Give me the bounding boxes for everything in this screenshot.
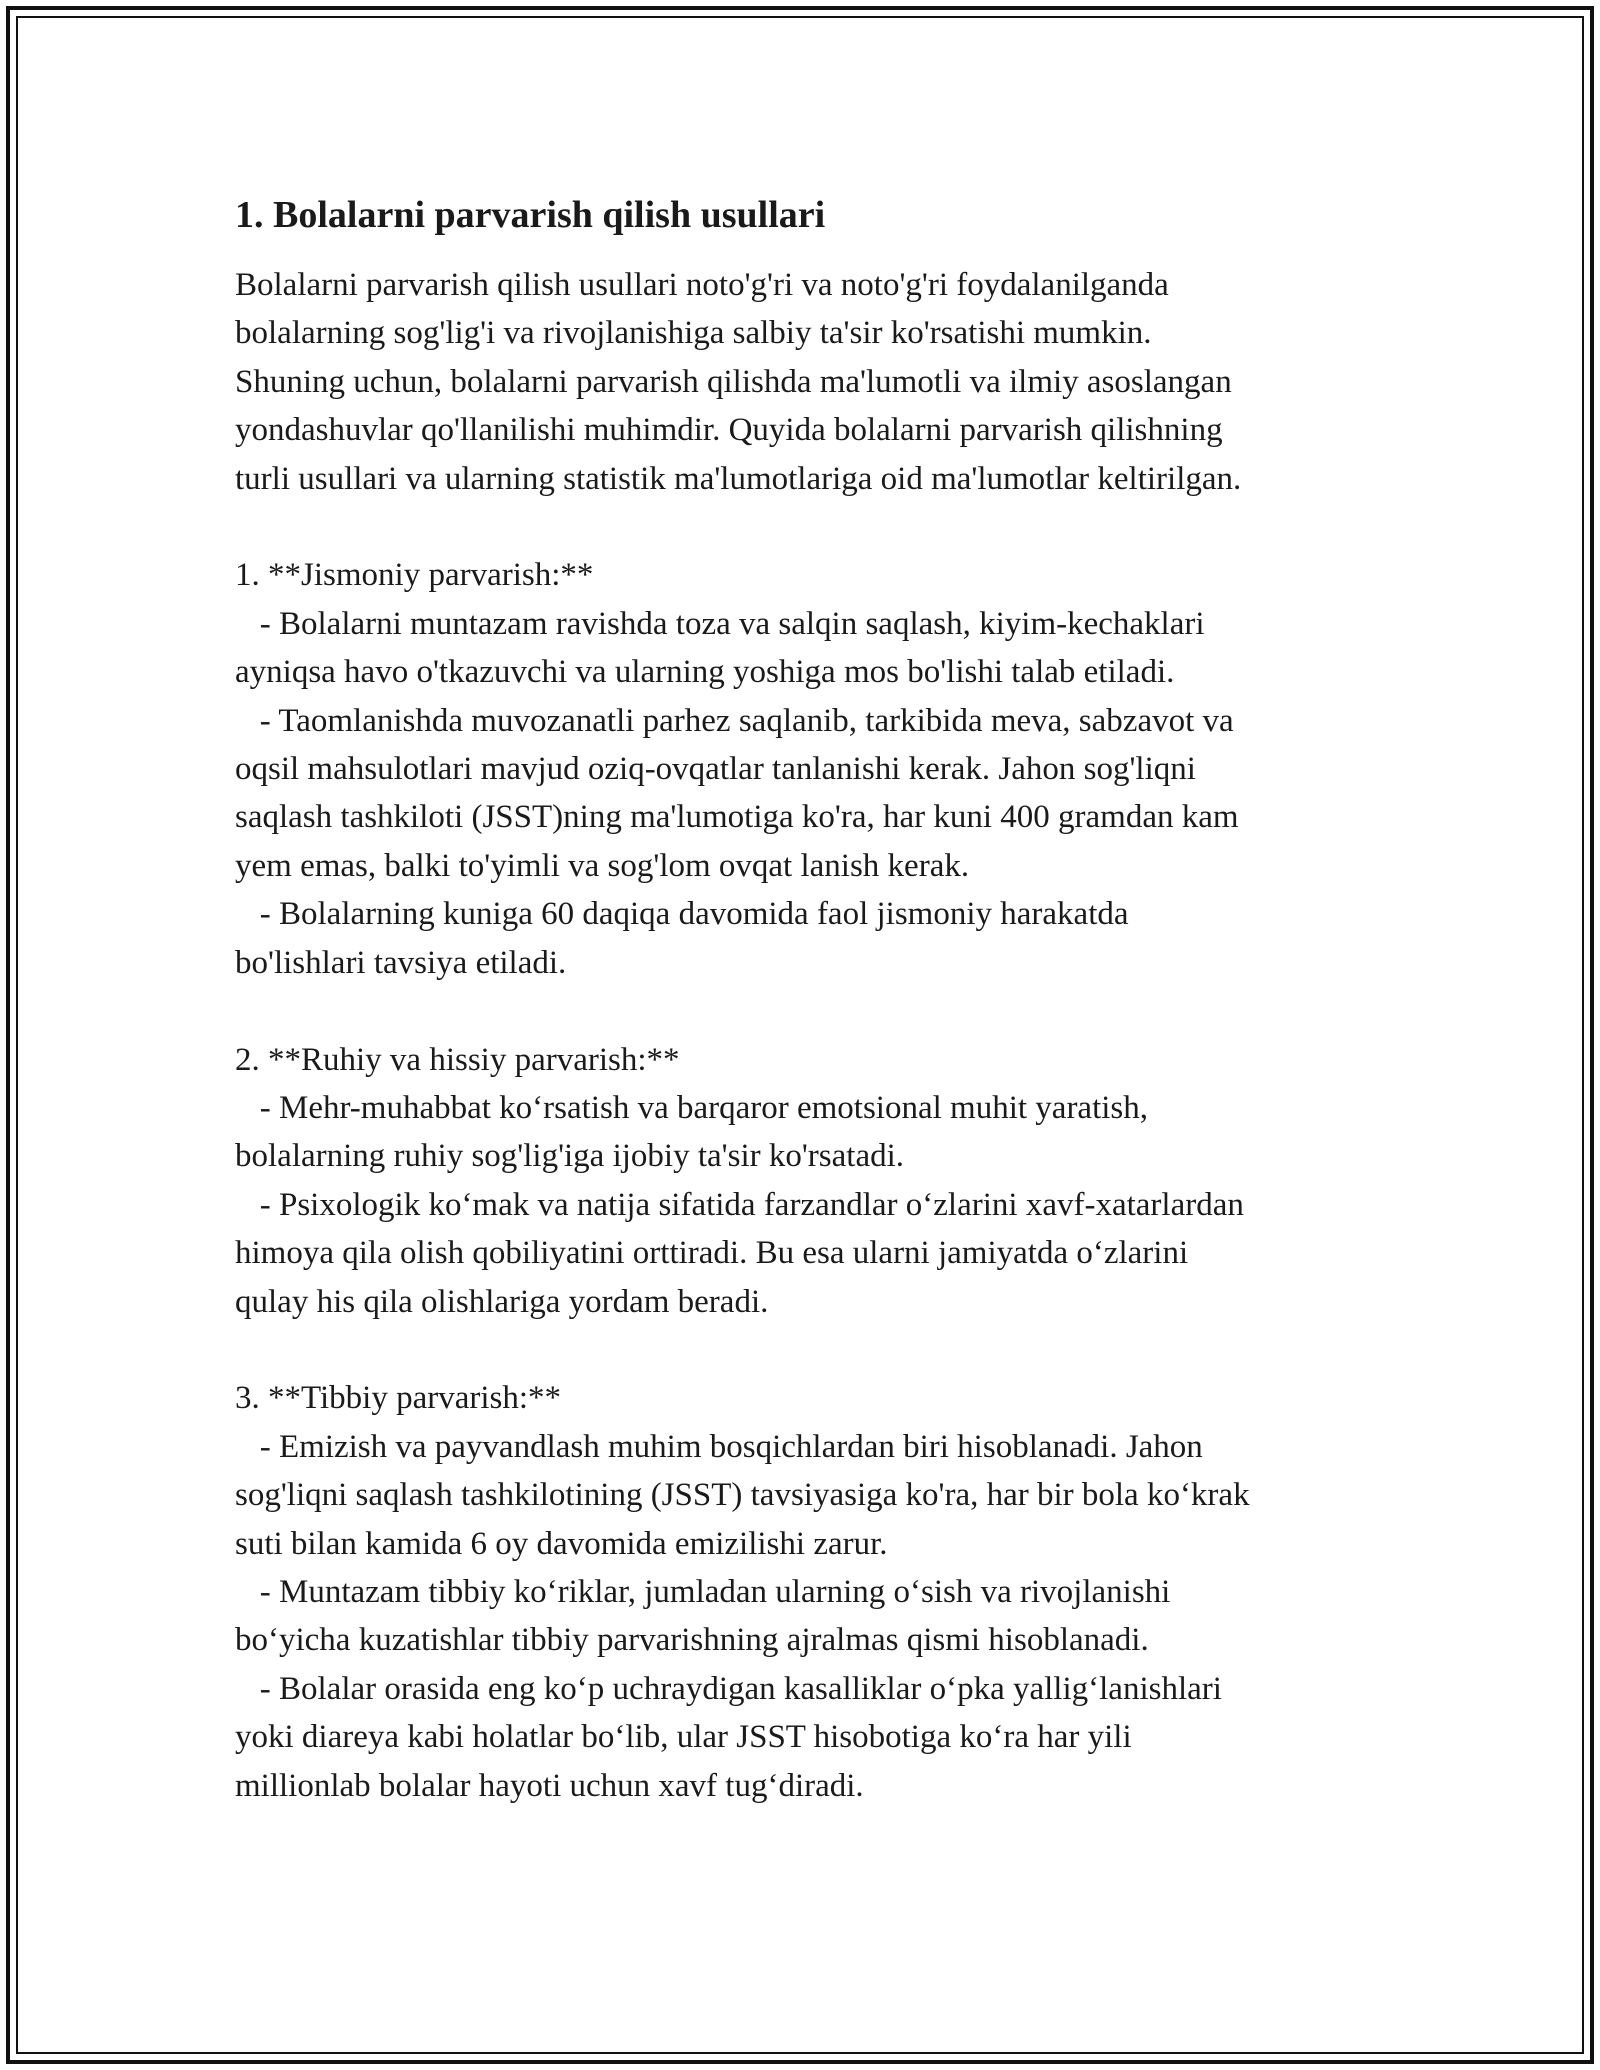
document-body: Bolalarni parvarish qilish usullari noto'g'ri va noto'g'ri foydalanilganda bolalarning sog'lig'i va rivojlanishiga salbiy ta'sir ko'rsatishi mumkin. Shuning uchun, bolalarni parvarish qilishda ma'lumotli va ilmiy asoslangan yondashuvlar qo'llanilishi muhimdir. Quyida bolalarni parvarish qilishning turli usullari va ularning statistik ma'lumotlariga oid ma'lumotlar keltirilgan. 1. **Jismoniy parvarish:** - Bolalarni muntazam ravishda toza va salqin saqlash, kiyim-kechaklari ayniqsa havo o'tkazuvchi va ularning yoshiga mos bo'lishi talab etiladi. - Taomlanishda muvozanatli parhez saqlanib, tarkibida meva, sabzavot va oqsil mahsulotlari mavjud oziq-ovqatlar tanlanishi kerak. Jahon sog'liqni saqlash tashkiloti (JSST)ning ma'lumotiga ko'ra, har kuni 400 gramdan kam yem emas, balki to'yimli va sog'lom ovqat lanish kerak. - Bolalarning kuniga 60 daqiqa davomida faol jismoniy harakatda bo'lishlari tavsiya etiladi. 2. **Ruhiy va hissiy parvarish:** - Mehr-muhabbat ko‘rsatish va barqaror emotsional muhit yaratish, bolalarning ruhiy sog'lig'iga ijobiy ta'sir ko'rsatadi. - Psixologik ko‘mak va natija sifatida farzandlar o‘zlarini xavf-xatarlardan himoya qila olish qobiliyatini orttiradi. Bu esa ularni jamiyatda o‘zlarini qulay his qila olishlariga yordam beradi. 3. **Tibbiy parvarish:** - Emizish va payvandlash muhim bosqichlardan biri hisoblanadi. Jahon sog'liqni saqlash tashkilotining (JSST) tavsiyasiga ko'ra, har bir bola ko‘krak suti bilan kamida 6 oy davomida emizilishi zarur. - Muntazam tibbiy ko‘riklar, jumladan ularning o‘sish va rivojlanishi bo‘yicha kuzatishlar tibbiy parvarishning ajralmas qismi hisoblanadi. - Bolalar orasida eng ko‘p uchraydigan kasalliklar o‘pka yallig‘lanishlari yoki diareya kabi holatlar bo‘lib, ular JSST hisobotiga ko‘ra har yili millionlab bolalar hayoti uchun xavf tug‘diradi.: [235, 267, 1250, 1804]
document-content: [235, 187, 1375, 1810]
document-title: 1. Bolalarni parvarish qilish usullari: [235, 194, 826, 236]
